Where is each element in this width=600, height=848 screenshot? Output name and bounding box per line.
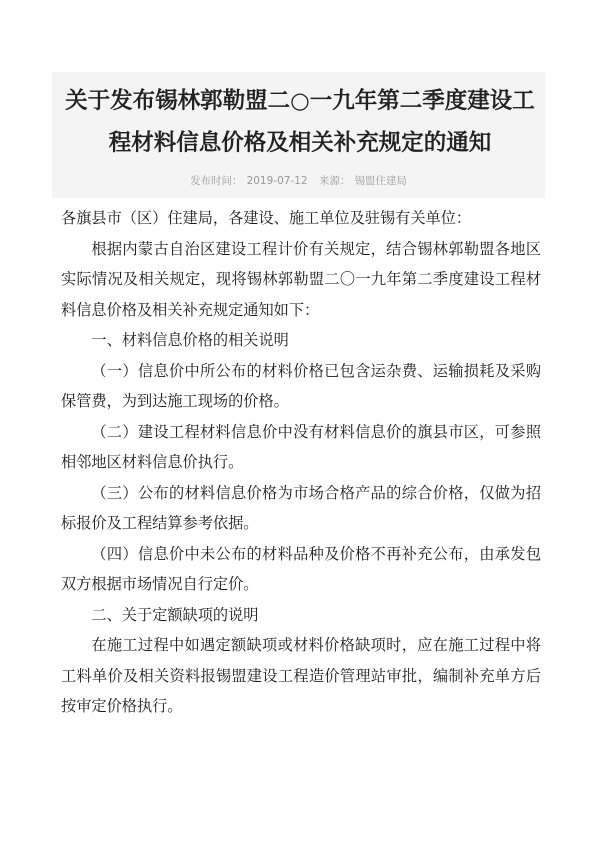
article-title: 关于发布锡林郭勒盟二○一九年第二季度建设工程材料信息价格及相关补充规定的通知 — [65, 88, 535, 156]
section-2-paragraph: 在施工过程中如遇定额缺项或材料价格缺项时，应在施工过程中将工料单价及相关资料报锡盟建设工程造价管理站审批，编制补充单方后按审定价格执行。 — [61, 636, 541, 715]
section-heading-1: 一、材料信息价格的相关说明 — [91, 331, 289, 349]
source — [317, 175, 409, 187]
source-label: 来源： — [318, 175, 351, 187]
section-heading-2: 二、关于定额缺项的说明 — [91, 605, 259, 624]
article-meta — [52, 173, 545, 188]
publish-date-label: 发布时间： — [190, 175, 243, 187]
clause-2: （二）建设工程材料信息价中没有材料信息价的旗县市区，可参照相邻地区材料信息价执行。 — [61, 422, 541, 471]
clause-4: （四）信息价中未公布的材料品种及价格不再补充公布，由承发包双方根据市场情况自行定价。 — [61, 544, 541, 593]
clause-3: （三）公布的材料信息价格为市场合格产品的综合价格，仅做为招标报价及工程结算参考依据。 — [61, 483, 541, 532]
source-value: 锡盟住建局 — [354, 175, 407, 187]
article-body — [61, 203, 541, 722]
salutation: 各旗县市（区）住建局，各建设、施工单位及驻锡有关单位： — [61, 209, 472, 227]
publish-date — [188, 175, 310, 187]
clause-1: （一）信息价中所公布的材料价格已包含运杂费、运输损耗及采购保管费，为到达施工现场的价格。 — [61, 361, 541, 410]
publish-date-value: 2019-07-12 — [246, 175, 308, 187]
intro-paragraph: 根据内蒙古自治区建设工程计价有关规定，结合锡林郭勒盟各地区实际情况及相关规定，现将锡林郭勒盟二〇一九年第二季度建设工程材料信息价格及相关补充规定通知如下： — [61, 239, 541, 319]
